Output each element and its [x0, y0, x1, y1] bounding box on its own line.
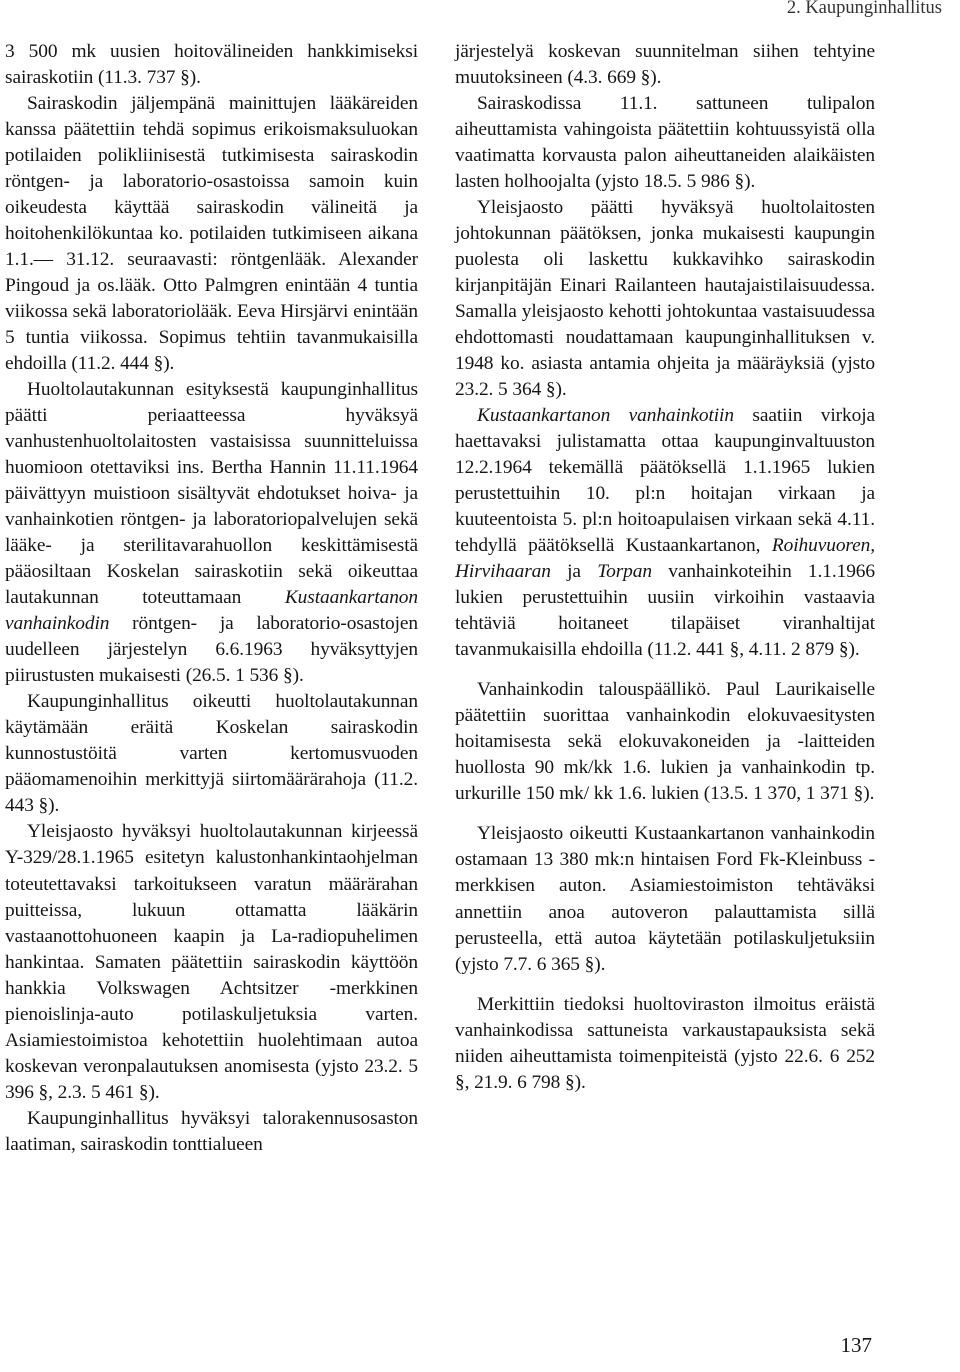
paragraph: [5, 1106, 418, 1158]
paragraph: [5, 39, 418, 91]
paragraph-text: röntgen- ja laboratorio-osastojen uudelleen järjestelyn 6.6.1963 hyväksyttyjen piirustusten mukaisesti (26.5. 1 536 §).: [5, 613, 418, 687]
paragraph-text: Kaupunginhallitus oikeutti huoltolautakunnan käytämään eräitä Koskelan sairaskodin kunnostustöitä varten kertomusvuoden pääomamenoihin merkittyjä siirtomäärärahoja (11.2. 443 §).: [5, 691, 418, 817]
paragraph: [455, 91, 875, 195]
italic-text: Roihuvuoren, Hirvihaaran: [455, 535, 875, 583]
paragraph-text: Vanhainkodin talouspäällikö. Paul Laurikaiselle päätettiin suorittaa vanhainkodin elokuvaesitysten hoitamisesta sekä elokuvakoneiden ja -laitteiden huollosta 90 mk/kk 1.6. lukien ja vanhainkodin tp. urkurille 150 mk/ kk 1.6. lukien (13.5. 1 370, 1 371 §).: [455, 679, 875, 805]
paragraph-text: Sairaskodissa 11.1. sattuneen tulipalon aiheuttamista vahingoista päätettiin kohtuussyistä olla vaatimatta korvausta palon aiheuttaneiden alaikäisten lasten holhoojalta (yjsto 18.5. 5 986 §).: [455, 93, 875, 193]
paragraph: [5, 377, 418, 689]
paragraph: [455, 39, 875, 91]
paragraph-text: Merkittiin tiedoksi huoltoviraston ilmoitus eräistä vanhainkodissa sattuneista varkaustapauksista sekä niiden aiheuttamista toimenpiteistä (yjsto 22.6. 6 252 §, 21.9. 6 798 §).: [455, 993, 875, 1093]
italic-text: Torpan: [597, 561, 652, 583]
paragraph-text: järjestelyä koskevan suunnitelman siihen tehtyine muutoksineen (4.3. 669 §).: [455, 41, 875, 89]
paragraph: [5, 819, 418, 1105]
italic-text: Kustaankartanon vanhainkodin: [5, 587, 418, 635]
paragraph-text: ja: [550, 561, 598, 583]
paragraph: [455, 821, 875, 977]
italic-text: Kustaankartanon vanhainkotiin: [477, 405, 734, 427]
running-header: 2. Kaupunginhallitus: [786, 0, 942, 18]
paragraph: [455, 677, 875, 807]
paragraph-text: 3 500 mk uusien hoitovälineiden hankkimiseksi sairaskotiin (11.3. 737 §).: [5, 41, 418, 89]
paragraph-text: Sairaskodin jäljempänä mainittujen lääkäreiden kanssa päätettiin tehdä sopimus erikoismaksuluokan potilaiden polikliinisestä tutkimisesta sairaskodin röntgen- ja laboratorio-osastoissa samoin kuin oikeudesta käyttää sairaskodin välineitä ja hoitohenkilökuntaa ko. potilaiden tutkimiseen aikana 1.1.— 31.12. seuraavasti: röntgenlääk. Alexander Pingoud ja os.lääk. Otto Palmgren enintään 4 tuntia viikossa sekä laboratoriolääk. Eeva Hirsjärvi enintään 5 tuntia viikossa. Sopimus tehtiin tavanmukaisilla ehdoilla (11.2. 444 §).: [5, 93, 418, 375]
paragraph: [455, 992, 875, 1096]
paragraph: [5, 91, 418, 377]
paragraph: [5, 689, 418, 819]
page-number: 137: [840, 1333, 872, 1357]
paragraph-text: Yleisjaosto oikeutti Kustaankartanon vanhainkodin ostamaan 13 380 mk:n hintaisen Ford Fk-Kleinbuss -merkkisen auton. Asiamiestoimiston tehtäväksi annettiin anoa autoveron palauttamista sillä perusteella, että autoa käytetään potilaskuljetuksiin (yjsto 7.7. 6 365 §).: [455, 823, 875, 975]
paragraph: [455, 195, 875, 403]
paragraph-text: Yleisjaosto hyväksyi huoltolautakunnan kirjeessä Y-329/28.1.1965 esitetyn kalustonhankintaohjelman toteutettavaksi tarkoitukseen varatun määrärahan puitteissa, lukuun ottamatta lääkärin vastaanottohuoneen kaapin ja La-radiopuhelimen hankintaa. Samaten päätettiin sairaskodin käyttöön hankkia Volkswagen Achtsitzer -merkkinen pienoislinja-auto potilaskuljetuksia varten. Asiamiestoimistoa kehotettiin huolehtimaan autoa koskevan veronpalautuksen anomisesta (yjsto 23.2. 5 396 §, 2.3. 5 461 §).: [5, 821, 418, 1103]
paragraph-text: Kaupunginhallitus hyväksyi talorakennusosaston laatiman, sairaskodin tonttialueen: [5, 1107, 418, 1155]
left-column: [5, 39, 418, 1158]
paragraph-text: Huoltolautakunnan esityksestä kaupunginhallitus päätti periaatteessa hyväksyä vanhustenhuoltolaitosten vastaisissa suunnitteluissa huomioon otettaviksi ins. Bertha Hannin 11.11.1964 päivättyyn muistioon sisältyvät ehdotukset hoiva- ja vanhainkotien röntgen- ja laboratoriopalvelujen sekä lääke- ja sterilitavarahuollon keskittämisestä pääosiltaan Koskelan sairaskotiin sekä oikeuttaa lautakunnan toteuttamaan: [5, 379, 418, 609]
paragraph-text: saatiin virkoja haettavaksi julistamatta ottaa kaupunginvaltuuston 12.2.1964 tekemällä päätöksellä 1.1.1965 lukien perustettuihin 10. pl:n hoitajan virkaan ja kuuteentoista 5. pl:n hoitoapulaisen virkaan sekä 4.11. tehdyllä päätöksellä Kustaankartanon,: [455, 405, 875, 557]
paragraph-text: Yleisjaosto päätti hyväksyä huoltolaitosten johtokunnan päätöksen, jonka mukaisesti kaupungin puolesta oli laskettu kukkavihko sairaskodin kirjanpitäjän Einari Railanteen hautajaistilaisuudessa. Samalla yleisjaosto kehotti johtokuntaa vastaisuudessa ehdottomasti noudattamaan kaupunginhallituksen v. 1948 ko. asiasta antamia ohjeita ja määräyksiä (yjsto 23.2. 5 364 §).: [455, 197, 875, 401]
paragraph-text: vanhainkoteihin 1.1.1966 lukien perustettuihin uusiin virkoihin vastaavia tehtäviä hoitaneet tilapäiset viranhaltijat tavanmukaisilla ehdoilla (11.2. 441 §, 4.11. 2 879 §).: [455, 561, 876, 661]
right-column: [455, 39, 875, 1096]
paragraph: [455, 403, 875, 663]
